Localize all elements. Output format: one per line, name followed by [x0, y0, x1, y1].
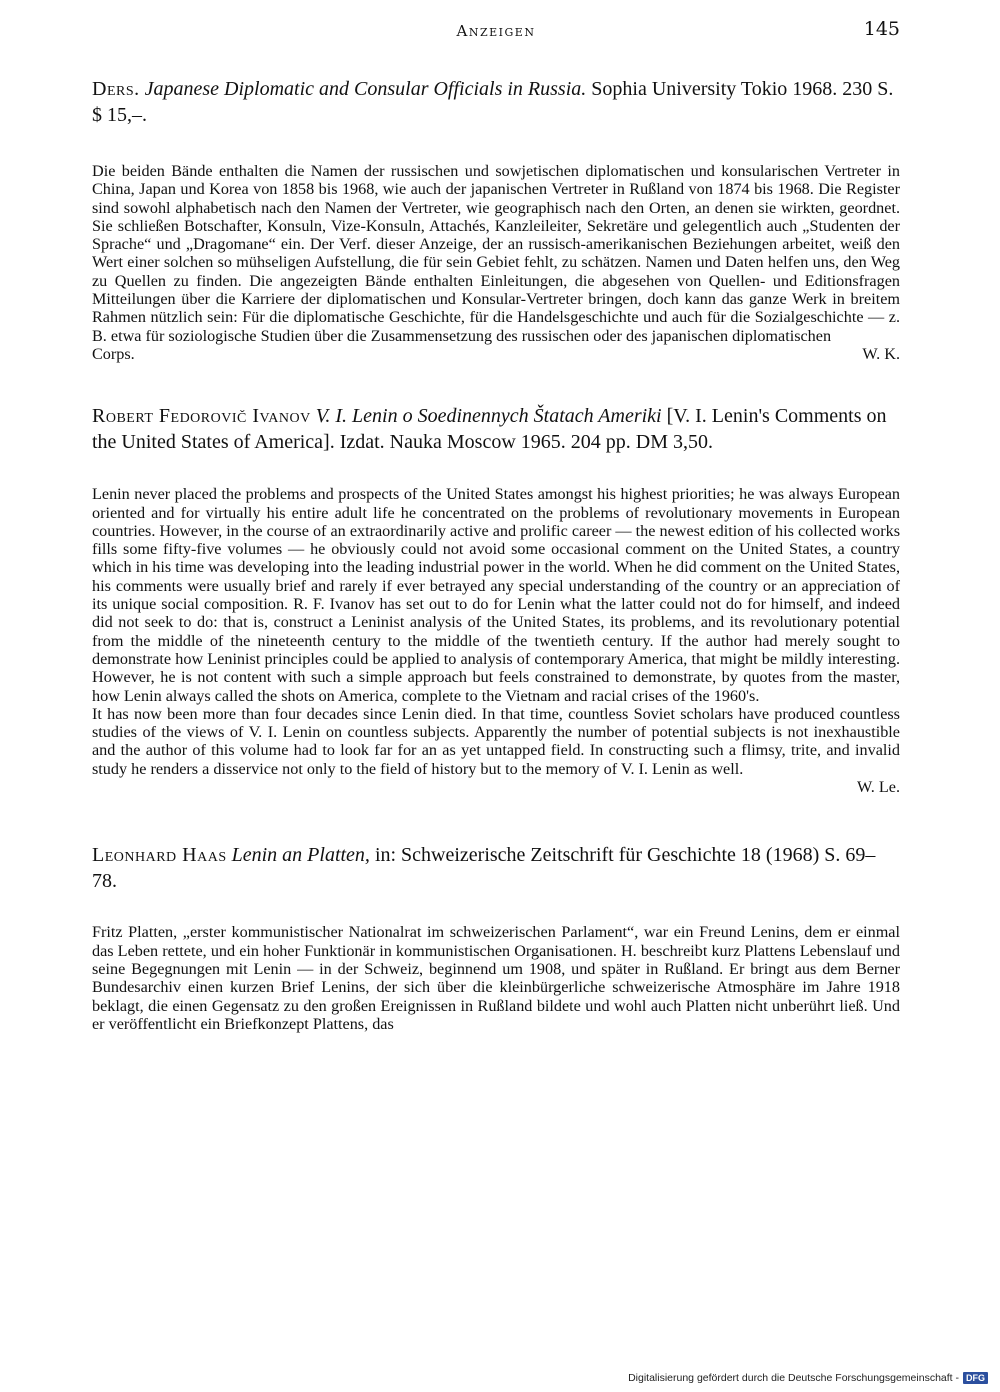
citation-title: Lenin an Platten, [231, 844, 370, 867]
reviewer-signature: W. K. [862, 344, 900, 363]
review-paragraph: It has now been more than four decades since Lenin died. In that time, countless Soviet scholars have produced countless studies of the views of V. I. Lenin on countless subjects. Apparently the number of potential subjects is not inexhaustible and the author of this volume had to look far for an as yet untapped field. In constructing such a flimsy, trite, and invalid study he renders a disservice not only to the field of history but to the memory of V. I. Lenin as well. [92, 704, 900, 778]
citation [92, 403, 900, 455]
citation [92, 842, 900, 894]
citation-publication: Sophia University Tokio 1968. 230 S. $ 15,–. [92, 78, 894, 126]
review-japanese-officials [92, 76, 900, 363]
review-lenin-an-platten [92, 842, 900, 1033]
dfg-logo: DFG [963, 1372, 988, 1384]
citation-author: Leonhard Haas [92, 844, 227, 867]
page [92, 18, 900, 1033]
closing-line [92, 345, 900, 363]
page-number: 145 [863, 18, 900, 40]
review-paragraph: Fritz Platten, „erster kommunistischer Nationalrat im schweizerischen Parlament“, war ein Freund Lenins, dem er einmal das Leben rettete, und ein hoher Funktionär in kommunistischen Organisationen. H. beschreibt kurz Plattens Lebenslauf und seine Begegnungen mit Lenin — in der Schweiz, beginnend um 1908, und später in Rußland. Er bringt aus dem Berner Bundesarchiv einen kurzen Brief Lenins, der sich über die kleinbürgerliche schweizerische Atmosphäre im Jahre 1918 beklagt, die einen Gegensatz zu den großen Ereignissen in Rußland bildete und wohl auch Platten nicht unberührt ließ. Und er veröffentlicht ein Briefkonzept Plattens, das [92, 923, 900, 1033]
citation-publication: in: Schweizerische Zeitschrift für Geschichte 18 (1968) S. 69–78. [92, 844, 876, 893]
closing-word: Corps. [92, 344, 135, 363]
review-paragraph: Die beiden Bände enthalten die Namen der russischen und sowjetischen diplomatischen und konsularischen Vertreter in China, Japan und Korea von 1858 bis 1968, wie auch der japanischen Vertreter in Rußland von 1874 bis 1968. Die Register sind sowohl alphabetisch nach den Namen der Vertreter, wie geographisch nach den Orten, an denen sie wirkten, geordnet. Sie schließen Botschafter, Konsuln, Vize-Konsuln, Attachés, Kanzleileiter, Sekretäre und gelegentlich auch „Studenten der Sprache“ und „Dragomane“ ein. Der Verf. dieser Anzeige, der an russisch-amerikanischen Beziehungen arbeitet, weiß den Wert einer solchen so mühseligen Aufstellung, die für sein Gebiet fehlt, zu schätzen. Namen und Daten helfen uns, den Weg zu Quellen zu finden. Die angezeigten Bände enthalten Einleitungen, die abgesehen von Quellen- und Editionsfragen Mitteilungen über die Karriere der diplomatischen und Konsular-Vertreter bringen, doch kann das ganze Werk in breitem Rahmen nützlich sein: Für die diplomatische Geschichte, für die Handelsgeschichte und auch für die Sozialgeschichte — z. B. etwa für soziologische Studien über die Zusammensetzung des russischen oder des japanischen diplomatischen [92, 162, 900, 345]
citation-author: Ders. [92, 78, 140, 100]
running-title: Anzeigen [456, 22, 536, 40]
digitization-footer [628, 1372, 988, 1384]
citation-title: V. I. Lenin o Soedinennych Štatach Ameriki [315, 405, 662, 428]
citation-author: Robert Fedorovič Ivanov [92, 405, 311, 428]
running-header [92, 18, 900, 50]
citation [92, 76, 900, 128]
footer-text: Digitalisierung gefördert durch die Deutsche Forschungsgemeinschaft - [628, 1372, 959, 1384]
review-paragraph: Lenin never placed the problems and prospects of the United States amongst his highest priorities; he was always European oriented and for virtually his entire adult life he concentrated on the problems of revolutionary movements in European countries. However, in the course of an extraordinarily active and prolific career — the newest edition of his collected works fills some fifty-five volumes — he obviously could not avoid some occasional comment on the United States, a country which in his time was developing into the leading industrial power in the world. When he did comment on the United States, his comments were usually brief and rarely if ever betrayed any special understanding of the country or an appreciation of its unique social composition. R. F. Ivanov has set out to do for Lenin what the latter could not do for himself, and indeed did not seek to do: that is, construct a Leninist analysis of the United States, its problems, and its revolutionary potential from the middle of the nineteenth century to the middle of the twentieth century. If the author had merely sought to demonstrate how Leninist principles could be applied to analysis of contemporary America, that might be mildly interesting. However, he is not content with such a simple approach but feels constrained to demonstrate, by quotes from the master, how Lenin always called the shots on America, complete to the Vietnam and racial crises of the 1960's. [92, 485, 900, 705]
review-lenin-united-states [92, 403, 900, 796]
reviewer-signature: W. Le. [856, 778, 900, 797]
citation-publication: [V. I. Lenin's Comments on the United States of America]. Izdat. Nauka Moscow 1965. 204 pp. DM 3,50. [92, 405, 887, 454]
citation-title: Japanese Diplomatic and Consular Officials in Russia. [144, 78, 587, 100]
